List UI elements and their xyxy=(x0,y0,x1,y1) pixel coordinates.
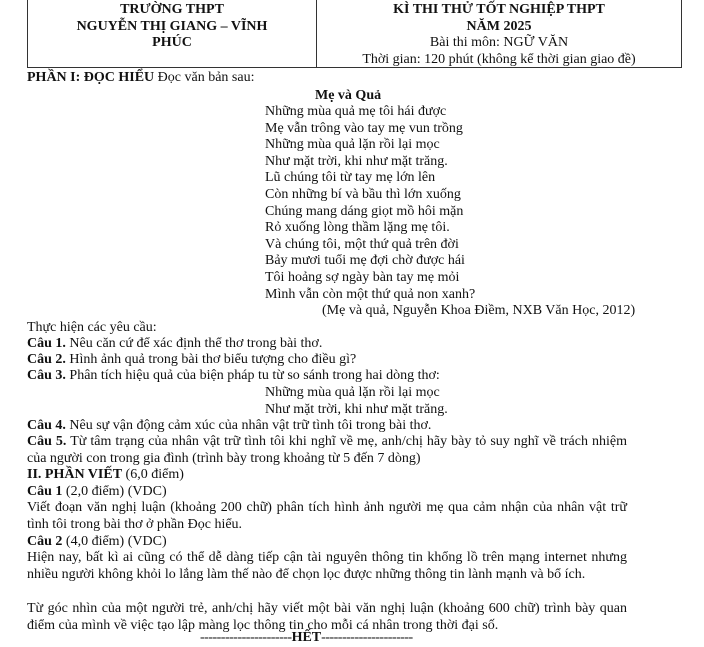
question-5-text: Từ tâm trạng của nhân vật trữ tình tôi khi nghĩ về mẹ, anh/chị hãy bày tỏ suy nghĩ về trách nhiệm của người con trong gia đình (trình bày trong khoảng từ 5 đến 7 dòng) xyxy=(27,434,627,466)
question-1-text: Nêu căn cứ để xác định thể thơ trong bài thơ. xyxy=(65,336,323,351)
poem-line: Chúng mang dáng giọt mồ hôi mặn xyxy=(265,203,464,219)
part2-points: (6,0 điểm) xyxy=(122,467,184,482)
question-4-text: Nêu sự vận động cảm xúc của nhân vật trữ tình tôi trong bài thơ. xyxy=(65,418,432,433)
question-5 xyxy=(27,434,627,467)
part1-heading-row xyxy=(27,70,254,87)
school-line-1: TRƯỜNG THPT xyxy=(120,2,224,17)
essay-2-points: (4,0 điểm) (VDC) xyxy=(62,534,167,549)
question-3-text: Phân tích hiệu quả của biện pháp tu từ so sánh trong hai dòng thơ: xyxy=(65,368,440,383)
essay-2-text-2: Từ góc nhìn của một người trẻ, anh/chị hãy viết một bài văn nghị luận (khoảng 600 chữ) trình bày quan điểm của mình về việc tạo lập màng lọc thông tin cho mỗi cá nhân trong thời đại số. xyxy=(27,601,627,633)
exam-subject: Bài thi môn: NGỮ VĂN xyxy=(429,35,569,51)
exam-header xyxy=(27,0,682,68)
poem-line: Còn những bí và bầu thì lớn xuống xyxy=(265,186,461,202)
end-marker xyxy=(200,630,413,647)
question-1-label: Câu 1. xyxy=(27,336,66,351)
end-dashes-right: ---------------------- xyxy=(321,630,413,645)
question-3-label: Câu 3. xyxy=(27,368,66,383)
question-4-label: Câu 4. xyxy=(27,418,66,433)
question-2-text: Hình ảnh quả trong bài thơ biểu tượng cho điều gì? xyxy=(65,352,357,367)
part2-heading: II. PHẦN VIẾT xyxy=(27,467,123,482)
poem-line: Lũ chúng tôi từ tay mẹ lớn lên xyxy=(265,170,436,186)
poem-line: Rỏ xuống lòng thầm lặng mẹ tôi. xyxy=(265,220,450,236)
question-5-label: Câu 5. xyxy=(27,434,67,449)
exam-year: NĂM 2025 xyxy=(466,18,532,34)
end-label: HẾT xyxy=(291,630,322,645)
school-line-3: PHÚC xyxy=(152,35,192,51)
requirements-intro: Thực hiện các yêu cầu: xyxy=(27,320,157,335)
question-1 xyxy=(27,336,322,353)
exam-duration: Thời gian: 120 phút (không kể thời gian giao đề) xyxy=(362,51,636,67)
poem-line: Mẹ vẫn trông vào tay mẹ vun trồng xyxy=(265,120,463,136)
end-dashes-left: ---------------------- xyxy=(200,630,292,645)
poem-title: Mẹ và Quả xyxy=(315,88,382,103)
poem-line: Tôi hoảng sợ ngày bàn tay mẹ mỏi xyxy=(265,269,460,285)
poem-source: (Mẹ và quả, Nguyễn Khoa Điềm, NXB Văn Học, 2012) xyxy=(322,303,636,318)
question-3-quote-2: Như mặt trời, khi như mặt trăng. xyxy=(265,402,448,417)
poem-body xyxy=(265,104,475,303)
exam-info xyxy=(317,0,681,67)
part1-instruction: Đọc văn bản sau: xyxy=(154,70,255,85)
poem-line: Và chúng tôi, một thứ quả trên đời xyxy=(265,236,459,252)
question-2 xyxy=(27,352,356,369)
question-3-quote-1: Những mùa quả lặn rồi lại mọc xyxy=(265,385,440,400)
poem-line: Những mùa quả lặn rồi lại mọc xyxy=(265,137,440,153)
school-line-2: NGUYỄN THỊ GIANG – VĨNH xyxy=(76,18,268,34)
essay-2-heading xyxy=(27,534,167,551)
essay-1-text: Viết đoạn văn nghị luận (khoảng 200 chữ) phân tích hình ảnh người mẹ qua cảm nhận của nhân vật trữ tình tôi trong bài thơ ở phần Đọc hiểu. xyxy=(27,500,627,532)
essay-1-heading xyxy=(27,484,167,501)
poem-line: Bảy mươi tuổi mẹ đợi chờ được hái xyxy=(265,253,465,269)
poem-line: Như mặt trời, khi như mặt trăng. xyxy=(265,153,448,169)
question-3 xyxy=(27,368,440,385)
part2-heading-row xyxy=(27,467,184,484)
question-2-label: Câu 2. xyxy=(27,352,66,367)
part1-heading: PHẦN I: ĐỌC HIỂU xyxy=(27,70,155,85)
poem-line: Những mùa quả mẹ tôi hái được xyxy=(265,104,447,119)
essay-1-label: Câu 1 xyxy=(27,484,63,499)
essay-2-text-1: Hiện nay, bất kì ai cũng có thể dễ dàng tiếp cận tài nguyên thông tin khổng lồ trên mạng internet nhưng nhiều người không khỏi lo lắng làm thế nào để chọn lọc được những thông tin lành mạnh và bổ ích. xyxy=(27,550,627,582)
essay-2-label: Câu 2 xyxy=(27,534,63,549)
school-info xyxy=(28,0,317,67)
essay-1-points: (2,0 điểm) (VDC) xyxy=(62,484,167,499)
poem-line: Mình vẫn còn một thứ quả non xanh? xyxy=(265,286,476,302)
question-4 xyxy=(27,418,431,435)
exam-title: KÌ THI THỬ TỐT NGHIỆP THPT xyxy=(393,2,605,17)
